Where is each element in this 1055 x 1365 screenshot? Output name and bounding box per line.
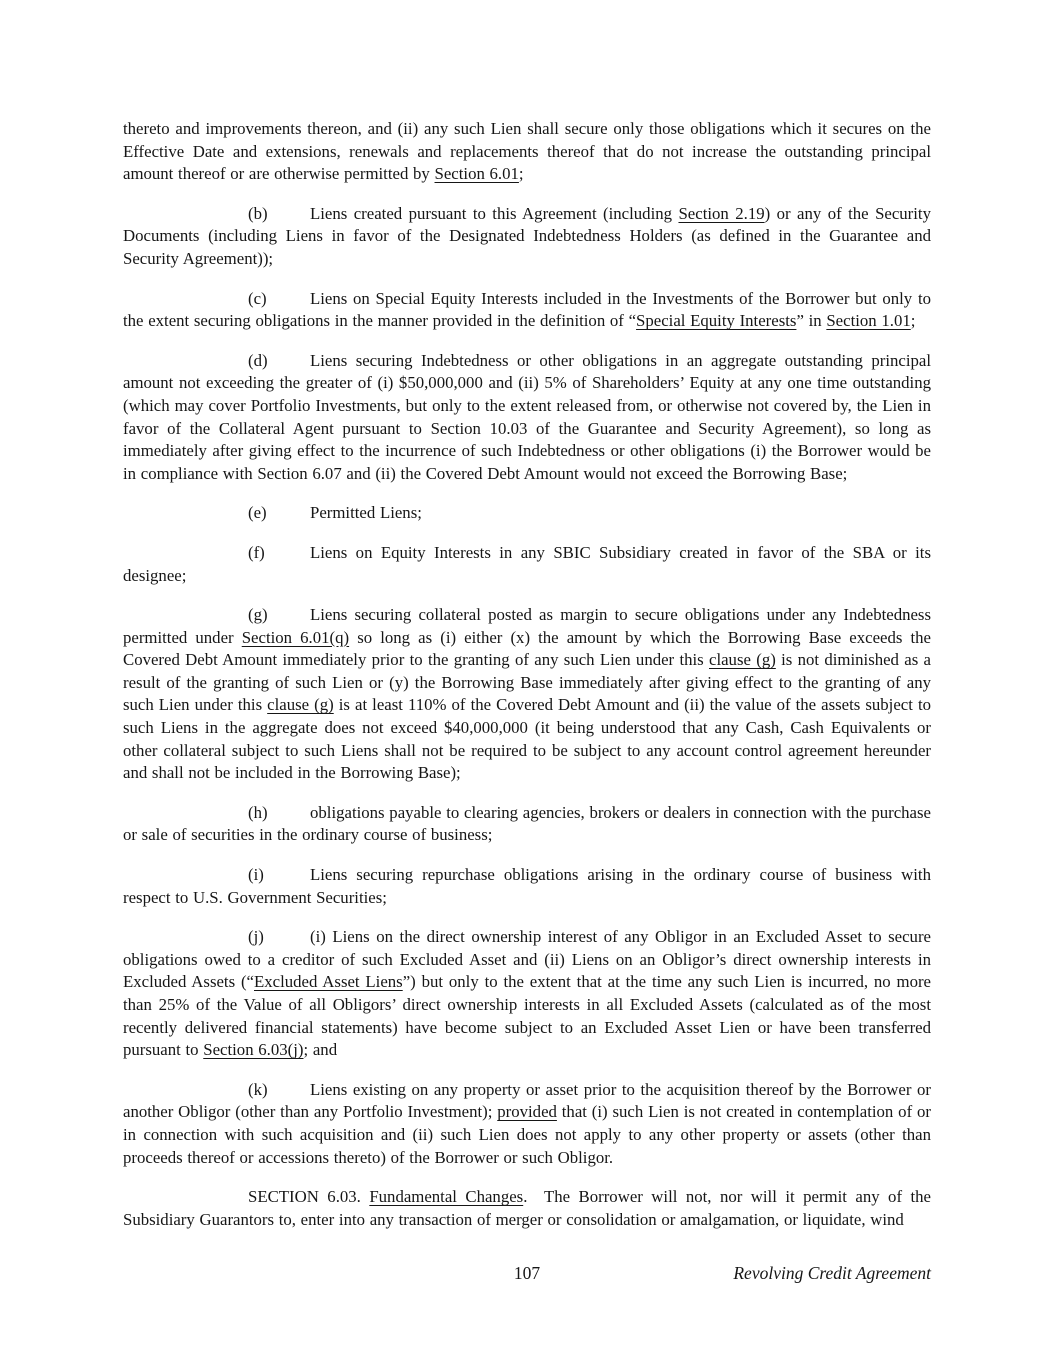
clause-label: (e) [248,503,267,523]
text-run: ; [518,164,524,184]
text-run: ; and [303,1040,338,1060]
underlined-reference: Excluded Asset Liens [254,972,403,992]
text-run: Liens securing collateral posted as margin to secure obligations under any Indebtedness permitted under [123,605,931,647]
text-run: Permitted Liens; [310,503,422,523]
text-run: ”) but only to the extent that at the time any such Lien is incurred, no more than 25% of the Value of all Obligors’ direct ownership interests in all Excluded Assets (calculated as of the most recently delivered financial statements) have become subject to an Excluded Asset Lien or have been transferred pursuant to [123,972,931,1060]
text-run: Liens securing repurchase obligations arising in the ordinary course of business with respect to U.S. Government Securities; [123,865,931,907]
page-footer [123,1263,931,1287]
text-run: ; [910,311,916,331]
clause-label: (i) [248,865,264,885]
underlined-reference: Section 6.01 [434,164,519,184]
paragraph-clause-b [123,203,931,271]
underlined-reference: provided [497,1102,557,1122]
paragraph-section-6-03 [123,1186,931,1231]
text-run: SECTION 6.03. [248,1187,370,1207]
text-run: so long as (i) either (x) the amount by which the Borrowing Base exceeds the Covered Debt Amount immediately prior to the granting of any such Lien under this [123,627,932,670]
text-run: is at least 110% of the Covered Debt Amount and (ii) the value of the assets subject to such Liens in the aggregate does not exceed $40,000,000 (it being understood that any Cash, Cash Equivalents or other collateral subject to such Liens shall not be required to be subject to any account control agreement hereunder and shall not be included in the Borrowing Base); [123,695,931,783]
clause-label: (h) [248,802,268,822]
paragraph-clause-f [123,542,931,587]
clause-label: (g) [248,605,268,625]
text-run: (i) Liens on the direct ownership interest of any Obligor in an Excluded Asset to secure obligations owed to a creditor of such Excluded Asset and (ii) Liens on an Obligor’s direct ownership interests in Excluded Assets (“ [123,927,931,992]
text-run: obligations payable to clearing agencies, brokers or dealers in connection with the purchase or sale of securities in the ordinary course of business; [123,802,931,845]
text-run: Liens created pursuant to this Agreement (including [310,203,679,223]
underlined-reference: Special Equity Interests [636,311,797,331]
paragraph-clause-i [123,864,931,909]
paragraph-clause-g [123,604,931,785]
underlined-reference: Section 6.03(j) [203,1040,304,1060]
document-body [123,118,931,1248]
footer-doc-title: Revolving Credit Agreement [733,1263,931,1283]
text-run: Liens securing Indebtedness or other obligations in an aggregate outstanding principal amount not exceeding the greater of (i) $50,000,000 and (ii) 5% of Shareholders’ Equity at any one time outstanding (which may cover Portfolio Investments, but only to the extent released from, or otherwise not covered by, the Lien in favor of the Collateral Agent pursuant to Section 10.03 of the Guarantee and Security Agreement), so long as immediately after giving effect to the incurrence of such Indebtedness or other obligations (i) the Borrower would be in compliance with Section 6.07 and (ii) the Covered Debt Amount would not exceed the Borrowing Base; [123,350,931,483]
text-run: thereto and improvements thereon, and (ii) any such Lien shall secure only those obligations which it secures on the Effective Date and extensions, renewals and replacements thereof that do not increase the outstanding principal amount thereof or are otherwise permitted by [123,119,931,184]
text-run: is not diminished as a result of the granting of such Lien or (y) the Borrowing Base immediately after giving effect to the granting of any such Lien under this [123,650,931,715]
paragraph-clause-d [123,350,931,486]
text-run: ) or any of the Security Documents (including Liens in favor of the Designated Indebtedness Holders (as defined in the Guarantee and Security Agreement)); [123,203,931,268]
paragraph-clause-c [123,288,931,333]
text-run: Liens on Special Equity Interests included in the Investments of the Borrower but only to the extent securing obligations in the manner provided in the definition of “ [123,288,931,331]
clause-label: (j) [248,927,264,947]
clause-label: (b) [248,203,268,223]
underlined-reference: clause (g) [267,695,334,715]
text-run: Liens on Equity Interests in any SBIC Subsidiary created in favor of the SBA or its designee; [123,542,931,585]
page-number: 107 [513,1263,541,1283]
underlined-reference: Fundamental Changes [369,1187,524,1207]
underlined-reference: Section 1.01 [826,311,911,331]
paragraph-clause-k [123,1079,931,1169]
clause-label: (f) [248,542,265,562]
paragraph-clause-j [123,926,931,1062]
underlined-reference: clause (g) [709,650,776,670]
underlined-reference: Section 6.01(q) [241,627,350,647]
text-run: . The Borrower will not, nor will it permit any of the Subsidiary Guarantors to, enter into any transaction of merger or consolidation or amalgamation, or liquidate, wind [123,1187,931,1229]
paragraph-clause-e [123,502,931,525]
clause-label: (d) [248,350,268,370]
paragraph-clause-h [123,802,931,847]
paragraph-continuation [123,118,931,186]
text-run: Liens existing on any property or asset prior to the acquisition thereof by the Borrower or another Obligor (other than any Portfolio Investment); [123,1079,931,1122]
clause-label: (k) [248,1079,268,1099]
underlined-reference: Section 2.19 [678,203,765,223]
text-run: that (i) such Lien is not created in contemplation of or in connection with such acquisition and (ii) such Lien does not apply to any other property or assets (other than proceeds thereof or accessions thereto) of the Borrower or such Obligor. [123,1102,931,1167]
clause-label: (c) [248,288,267,308]
text-run: ” in [796,311,827,331]
